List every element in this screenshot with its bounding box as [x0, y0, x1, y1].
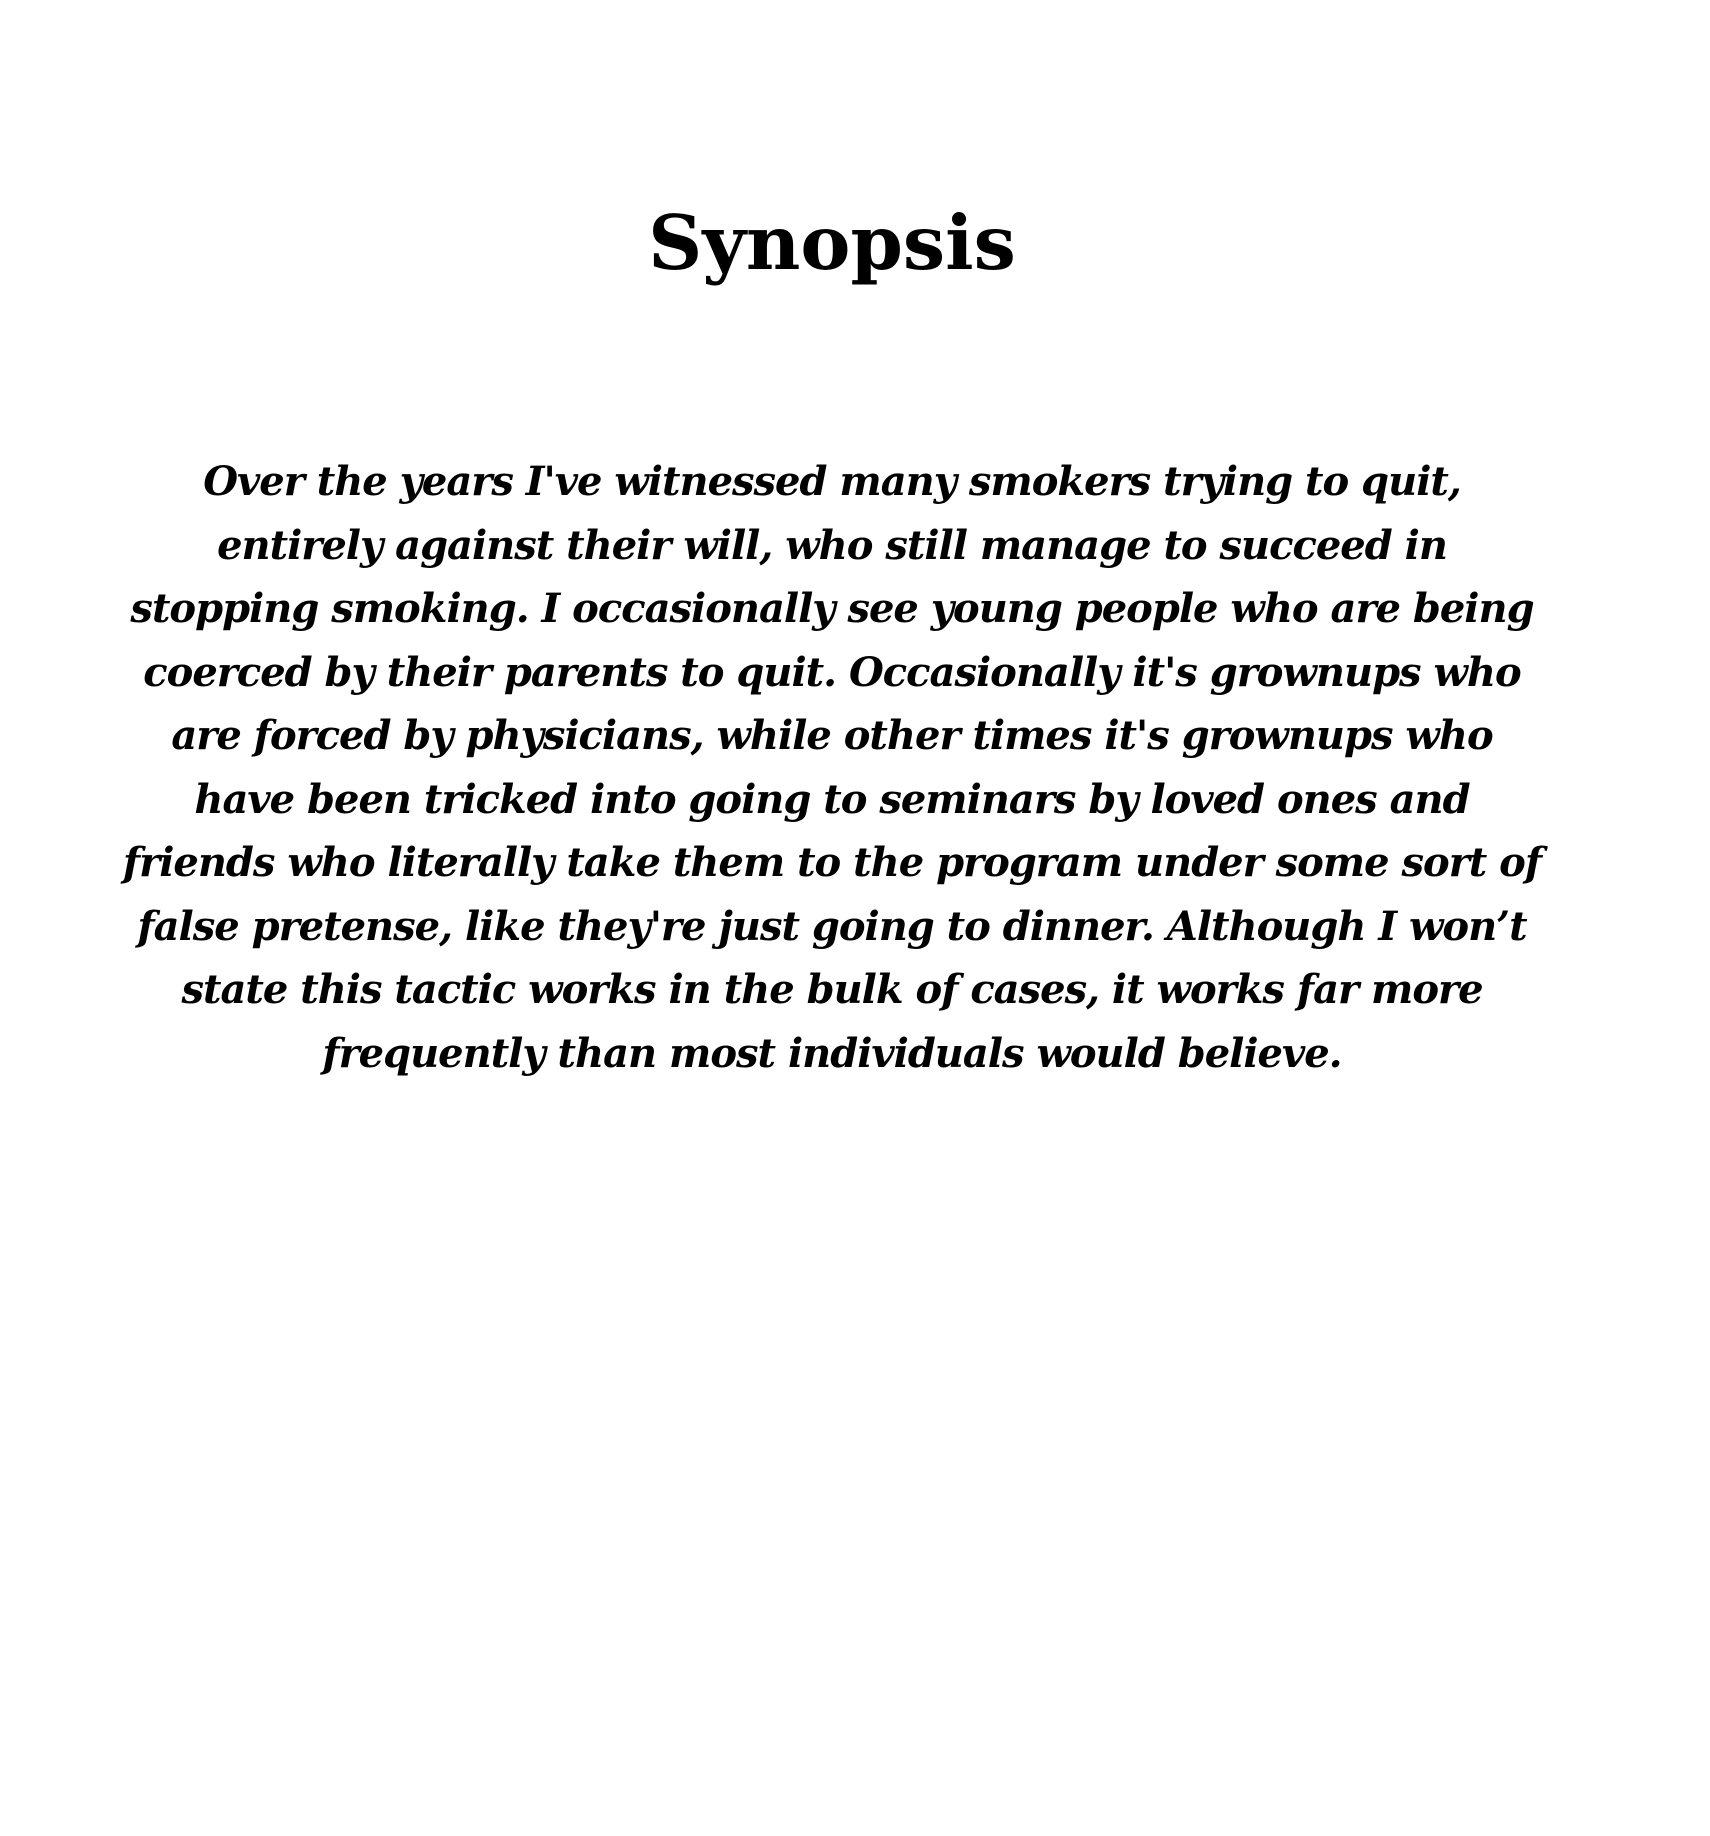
page-title: Synopsis	[648, 199, 1016, 287]
synopsis-paragraph: Over the years I've witnessed many smokers trying to quit, entirely against their will, who still manage to succeed in stopping smoking. I occasionally see young people who are being coerced by their parents to quit. Occasionally it's grownups who are forced by physicians, while other times it's grownups who have been tricked into going to seminars by loved ones and friends who literally take them to the program under some sort of false pretense, like they're just going to dinner. Although I won’t state this tactic works in the bulk of cases, it works far more frequently than most individuals would believe.	[122, 458, 1542, 1077]
